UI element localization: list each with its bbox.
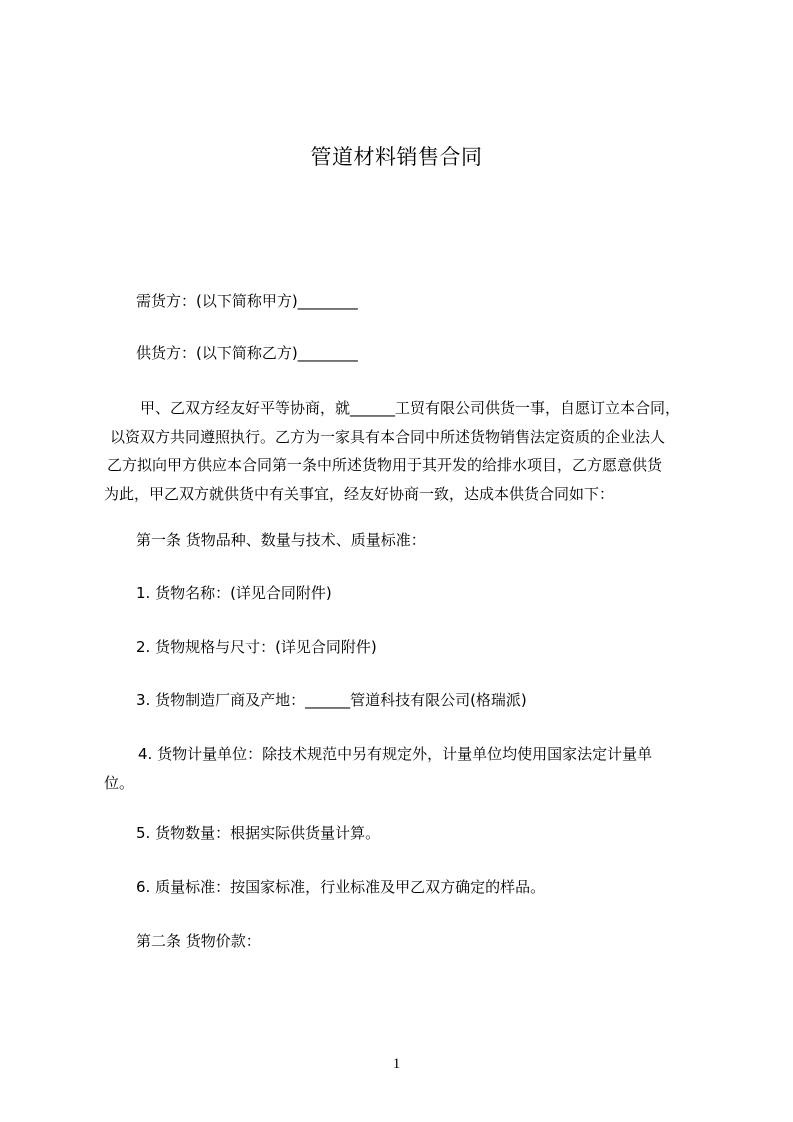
article1-heading: 第一条 货物品种、数量与技术、质量标准：: [136, 531, 426, 549]
article1-item: 2. 货物规格与尺寸：(详见合同附件): [136, 638, 377, 656]
intro-line: 以资双方共同遵照执行。乙方为一家具有本合同中所述货物销售法定资质的企业法人: [110, 427, 666, 446]
intro-line: 乙方拟向甲方供应本合同第一条中所述货物用于其开发的给排水项目，乙方愿意供货: [107, 456, 663, 475]
intro-line: 为此，甲乙双方就供货中有关事宜，经友好协商一致，达成本供货合同如下：: [104, 484, 615, 503]
article1-item-4-line: 4. 货物计量单位：除技术规范中另有规定外，计量单位均使用国家法定计量单: [138, 745, 653, 763]
article1-item-4: [104, 744, 704, 793]
document-title: 管道材料销售合同: [310, 145, 483, 169]
intro-line: 甲、乙双方经友好平等协商，就______工贸有限公司供货一事，自愿订立本合同，: [140, 399, 681, 417]
page-number: 1: [392, 1056, 401, 1072]
article1-item: 6. 质量标准：按国家标准，行业标准及甲乙双方确定的样品。: [136, 878, 546, 896]
intro-paragraph: [104, 398, 704, 512]
article1-item-4-line: 位。: [104, 773, 135, 792]
article1-item: 5. 货物数量：根据实际供货量计算。: [136, 824, 381, 842]
article1-item: 3. 货物制造厂商及产地：______管道科技有限公司(格瑞派): [136, 691, 527, 709]
article2-heading: 第二条 货物价款：: [136, 932, 261, 950]
article1-item: 1. 货物名称：(详见合同附件): [136, 584, 332, 602]
supplier-line: 供货方：(以下简称乙方)________: [136, 344, 358, 362]
buyer-line: 需货方：(以下简称甲方)________: [136, 292, 358, 310]
